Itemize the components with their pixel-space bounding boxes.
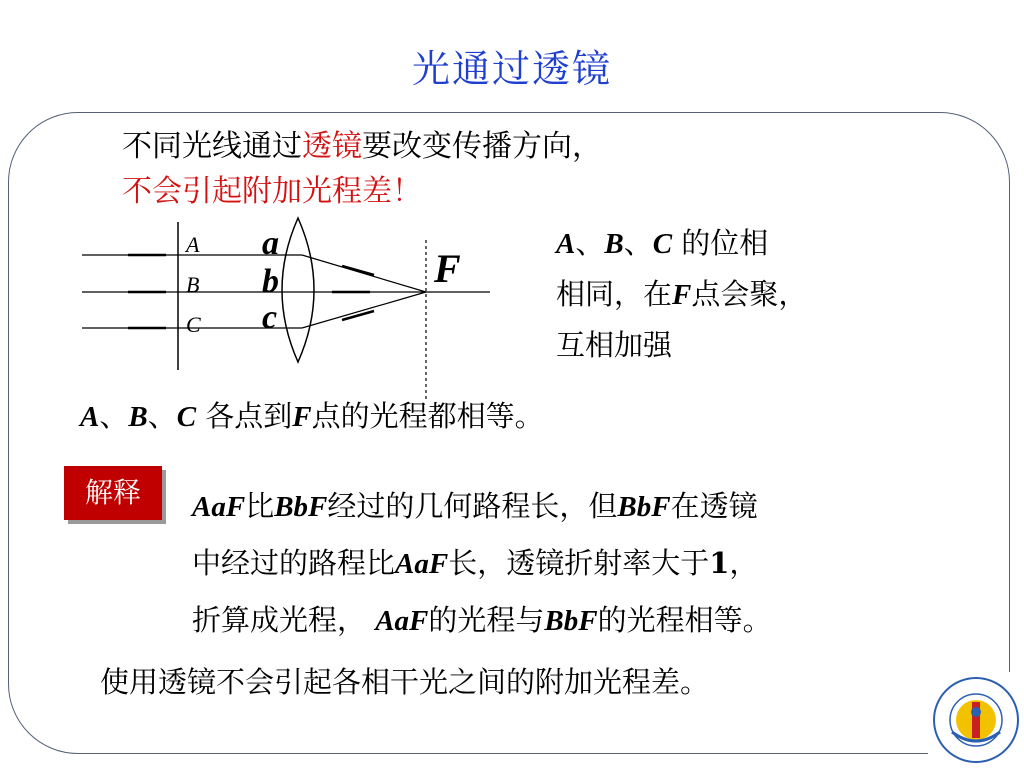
refracted-arrow-a [342, 266, 374, 275]
phase-note-line-3: 互相加强 [556, 328, 673, 362]
note-separator: 、 [575, 226, 605, 260]
phase-note-line-1 [556, 218, 807, 269]
explanation-badge: 解释 [64, 466, 162, 520]
conclusion-text: 使用透镜不会引起各相干光之间的附加光程差。 [100, 665, 710, 699]
label-point-a: A [186, 232, 200, 257]
intro-line-1 [122, 124, 602, 169]
explanation-part: 的光程相等。 [597, 603, 772, 637]
path-symbol: BbF [544, 605, 598, 637]
explanation-part: 在透镜 [670, 489, 758, 523]
statement-symbol-b: B [128, 401, 148, 433]
intro-text-part: 不同光线通过 [122, 129, 302, 164]
path-symbol: AaF [375, 605, 429, 637]
path-symbol: BbF [617, 491, 671, 523]
explanation-line-1 [192, 478, 982, 535]
label-point-b: B [186, 272, 200, 297]
intro-text [122, 124, 602, 214]
statement-text: 点的光程都相等。 [311, 399, 544, 433]
label-lens-a: a [262, 225, 279, 262]
statement-separator: 、 [147, 399, 177, 433]
statement-symbol-f: F [292, 401, 312, 433]
label-lens-b: b [262, 263, 279, 300]
statement-text: 各点到 [196, 399, 293, 433]
note-symbol-a: A [556, 228, 576, 260]
note-text: 的位相 [672, 226, 769, 260]
intro-text-part: 要改变传播方向， [362, 129, 602, 164]
convex-lens [282, 218, 314, 362]
intro-highlight-lens: 透镜 [302, 129, 362, 164]
phase-note-line-2 [556, 269, 807, 320]
statement-separator: 、 [99, 399, 129, 433]
explanation-part: 比 [245, 489, 275, 523]
explanation-part: 经过的几何路程长，但 [327, 489, 618, 523]
label-point-c: C [186, 312, 201, 337]
explanation-part: 折算成光程， [192, 603, 376, 637]
explanation-text [192, 478, 982, 649]
explanation-part: ， [729, 546, 759, 580]
explanation-part: 的光程与 [428, 603, 545, 637]
phase-note [556, 218, 807, 370]
label-focus-f: F [434, 246, 461, 291]
refracted-ray-a [302, 255, 426, 292]
path-symbol: AaF [192, 491, 246, 523]
note-symbol-f: F [672, 279, 692, 311]
explanation-line-3 [192, 592, 982, 649]
intro-line-2: 不会引起附加光程差！ [122, 174, 422, 209]
path-symbol: BbF [274, 491, 328, 523]
explanation-line-2 [192, 535, 982, 592]
path-symbol: AaF [395, 548, 449, 580]
note-symbol-b: B [604, 228, 624, 260]
label-lens-c: c [262, 299, 278, 336]
refractive-index-value: 1 [709, 546, 730, 580]
page-title: 光通过透镜 [411, 47, 612, 91]
note-separator: 、 [623, 226, 653, 260]
optical-path-statement [80, 394, 544, 435]
note-symbol-c: C [652, 228, 673, 260]
note-text: 点会聚， [691, 277, 808, 311]
note-text: 相同，在 [556, 277, 673, 311]
explanation-part: 中经过的路程比 [192, 546, 396, 580]
refracted-ray-c [302, 292, 426, 328]
explanation-part: 长，透镜折射率大于 [448, 546, 710, 580]
college-emblem-logo [928, 672, 1024, 768]
lens-diagram [80, 210, 510, 400]
statement-symbol-c: C [176, 401, 197, 433]
statement-symbol-a: A [80, 401, 100, 433]
